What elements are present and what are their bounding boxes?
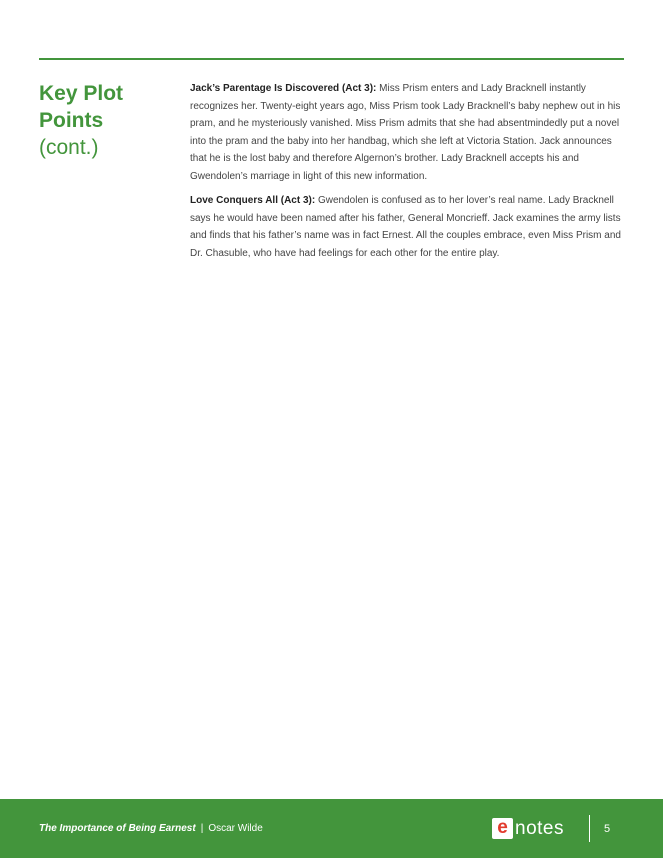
footer-book-info [39, 823, 263, 835]
logo-wordmark: notes [515, 817, 564, 839]
footer-divider [589, 815, 590, 842]
plot-point-text: Gwendolen is confused as to her lover’s real name. Lady Bracknell says he would have been named after his father, General Moncrieff. Jack examines the army lists and finds that his father’s name was in fact Ernest. All the couples embrace, even Miss Prism and Dr. Chasuble, who have had feelings for each other for the entire play. [190, 195, 621, 259]
enotes-logo [492, 817, 564, 839]
section-heading [39, 80, 179, 161]
heading-line-1: Key Plot [39, 82, 124, 105]
top-divider [39, 58, 624, 60]
plot-point-paragraph [190, 80, 626, 185]
plot-points-body [190, 80, 626, 269]
plot-point-paragraph [190, 192, 626, 262]
logo-e-icon: e [492, 818, 513, 839]
footer-book-title: The Importance of Being Earnest [39, 823, 196, 834]
page-footer [0, 799, 663, 858]
footer-author: Oscar Wilde [208, 823, 263, 834]
plot-point-text: Miss Prism enters and Lady Bracknell instantly recognizes her. Twenty-eight years ago, Miss Prism took Lady Bracknell’s baby nephew out in his pram, and he mysteriously vanished. Miss Prism admits that she had absentmindedly put a novel into the pram and the baby into her handbag, which she left at Victoria Station. Jack announces that he is the lost baby and therefore Algernon’s brother. Lady Bracknell accepts his and Gwendolen’s marriage in light of this new information. [190, 83, 621, 182]
heading-line-2: Points [39, 109, 104, 132]
plot-point-lead: Jack’s Parentage Is Discovered (Act 3): [190, 83, 377, 94]
heading-line-3: (cont.) [39, 136, 99, 159]
footer-separator: | [200, 823, 204, 834]
page-number: 5 [604, 823, 611, 835]
plot-point-lead: Love Conquers All (Act 3): [190, 195, 316, 206]
